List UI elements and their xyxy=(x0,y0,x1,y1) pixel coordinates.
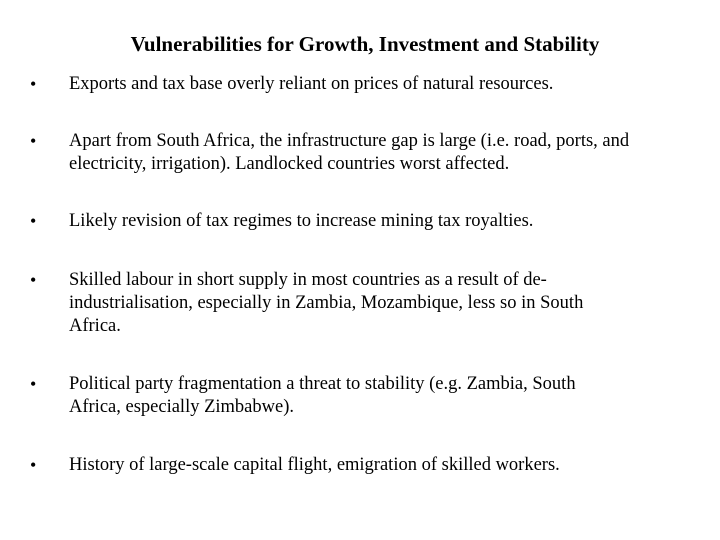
bullet-marker: • xyxy=(30,270,37,290)
bullet-text-line: Likely revision of tax regimes to increase mining tax royalties. xyxy=(69,211,534,231)
slide-title: Vulnerabilities for Growth, Investment and Stability xyxy=(130,32,600,56)
bullet-marker: • xyxy=(30,374,37,394)
bullet-item-infrastructure xyxy=(30,130,690,176)
bullet-text-line: Skilled labour in short supply in most countries as a result of de- xyxy=(69,270,547,290)
bullet-text-line: Africa, especially Zimbabwe). xyxy=(69,397,294,417)
bullet-text-line: History of large-scale capital flight, emigration of skilled workers. xyxy=(69,455,560,475)
bullet-text-line: industrialisation, especially in Zambia, Mozambique, less so in South xyxy=(69,293,584,313)
bullet-item-tax-regimes xyxy=(30,210,690,233)
bullet-item-capital-flight xyxy=(30,454,690,477)
bullet-text-line: Political party fragmentation a threat to stability (e.g. Zambia, South xyxy=(69,374,576,394)
bullet-marker: • xyxy=(30,211,37,231)
bullet-marker: • xyxy=(30,455,37,475)
bullet-marker: • xyxy=(30,74,37,94)
bullet-item-exports xyxy=(30,73,690,96)
bullet-text-line: Apart from South Africa, the infrastructure gap is large (i.e. road, ports, and xyxy=(69,131,630,151)
bullet-text-line: Africa. xyxy=(69,316,121,336)
bullet-marker: • xyxy=(30,131,37,151)
bullet-text-line: Exports and tax base overly reliant on prices of natural resources. xyxy=(69,74,554,94)
bullet-item-skilled-labour xyxy=(30,269,690,338)
bullet-text-line: electricity, irrigation). Landlocked countries worst affected. xyxy=(69,154,510,174)
bullet-item-political xyxy=(30,373,690,419)
